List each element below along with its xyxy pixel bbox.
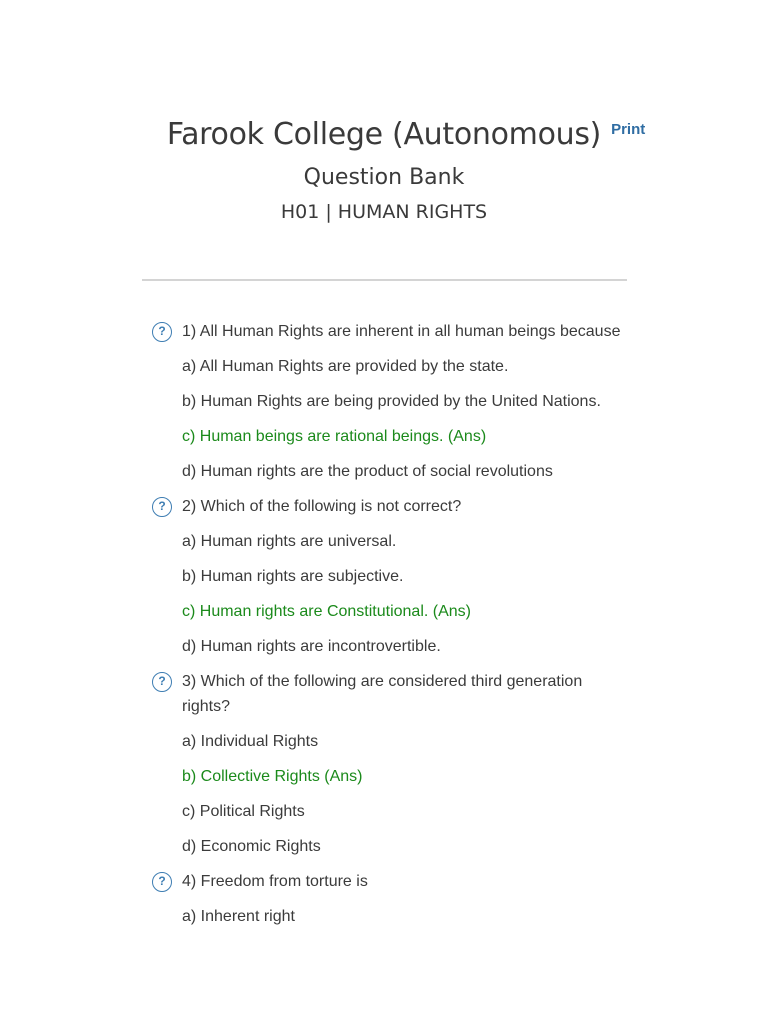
option-item: a) All Human Rights are provided by the state. bbox=[182, 358, 509, 375]
title-row bbox=[166, 112, 646, 158]
question-list bbox=[152, 319, 622, 939]
page-title: Farook College (Autonomous) bbox=[166, 117, 602, 152]
option-item: d) Human rights are the product of social revolutions bbox=[182, 463, 553, 480]
option-item: a) Inherent right bbox=[182, 908, 295, 925]
option-item: d) Human rights are incontrovertible. bbox=[182, 638, 441, 655]
question-circle-icon[interactable]: ? bbox=[152, 872, 172, 892]
question-item bbox=[152, 319, 622, 484]
option-item: d) Economic Rights bbox=[182, 838, 321, 855]
question-circle-icon[interactable]: ? bbox=[152, 322, 172, 342]
print-link[interactable]: Print bbox=[611, 121, 646, 138]
answer-option: b) Collective Rights (Ans) bbox=[182, 768, 363, 785]
option-item: b) Human Rights are being provided by the United Nations. bbox=[182, 393, 601, 410]
question-circle-icon[interactable]: ? bbox=[152, 497, 172, 517]
question-text: 2) Which of the following is not correct? bbox=[182, 498, 462, 515]
page-header bbox=[0, 112, 768, 226]
question-item bbox=[152, 669, 622, 859]
option-item: c) Political Rights bbox=[182, 803, 305, 820]
header-divider bbox=[142, 279, 627, 281]
question-text: 1) All Human Rights are inherent in all human beings because bbox=[182, 323, 621, 340]
answer-option: c) Human rights are Constitutional. (Ans) bbox=[182, 603, 471, 620]
question-text: 4) Freedom from torture is bbox=[182, 873, 368, 890]
answer-option: c) Human beings are rational beings. (Ans) bbox=[182, 428, 487, 445]
option-item: a) Individual Rights bbox=[182, 733, 319, 750]
page-subtitle: Question Bank bbox=[303, 165, 465, 190]
option-item: b) Human rights are subjective. bbox=[182, 568, 404, 585]
question-item bbox=[152, 869, 622, 929]
question-text: 3) Which of the following are considered third generation rights? bbox=[182, 673, 583, 715]
question-circle-icon[interactable]: ? bbox=[152, 672, 172, 692]
course-title: H01 | HUMAN RIGHTS bbox=[280, 201, 488, 223]
question-item bbox=[152, 494, 622, 659]
option-item: a) Human rights are universal. bbox=[182, 533, 397, 550]
